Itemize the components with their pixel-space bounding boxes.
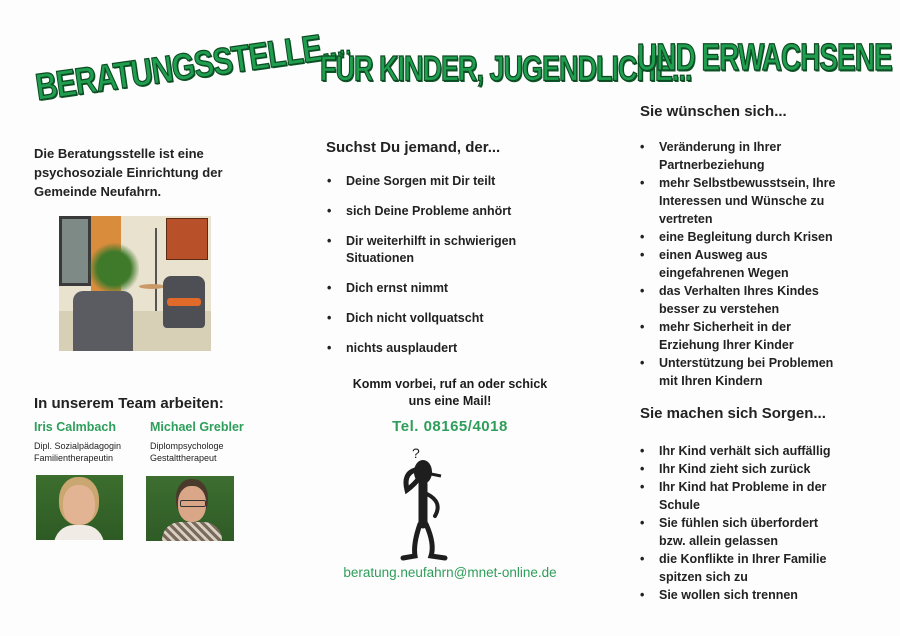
team-member	[34, 420, 144, 464]
list-item: • Ihr Kind zieht sich zurück	[640, 460, 890, 478]
list-item: • sich Deine Probleme anhört	[327, 203, 587, 220]
team-member-role: Dipl. Sozialpädagogin	[34, 441, 122, 451]
team-member	[150, 420, 260, 464]
worries-list	[640, 442, 890, 604]
list-item: • Veränderung in Ihrer Partnerbeziehung	[640, 138, 890, 174]
call-to-action: Komm vorbei, ruf an oder schick uns eine Mail!	[352, 377, 548, 408]
team-member-role: Gestalttherapeut	[150, 453, 217, 463]
title-und-erwachsene: UND ERWACHSENE	[637, 36, 892, 79]
list-item: • nichts ausplaudert	[327, 340, 587, 357]
title-fuer-kinder-jugendliche: FÜR KINDER, JUGENDLICHE...	[320, 49, 692, 89]
list-item: • die Konflikte in Ihrer Familie spitzen sich zu	[640, 550, 890, 586]
list-item: • Ihr Kind verhält sich auffällig	[640, 442, 890, 460]
worries-heading: Sie machen sich Sorgen...	[640, 405, 826, 422]
portrait-iris-calmbach	[36, 475, 123, 540]
list-item: • eine Begleitung durch Krisen	[640, 228, 890, 246]
list-item: • Sie wollen sich trennen	[640, 586, 890, 604]
team-member-name: Iris Calmbach	[34, 420, 116, 434]
team-member-name: Michael Grebler	[150, 420, 244, 434]
svg-text:?: ?	[412, 445, 420, 461]
window	[59, 216, 91, 286]
middle-heading: Suchst Du jemand, der...	[326, 139, 501, 156]
list-item: • Dich nicht vollquatscht	[327, 310, 587, 327]
intro-line: psychosoziale Einrichtung der	[34, 165, 223, 180]
list-item: • Dir weiterhilft in schwierigen Situationen	[327, 233, 587, 267]
list-item: • mehr Selbstbewusstsein, Ihre Interessen und Wünsche zu vertreten	[640, 174, 890, 228]
wishes-list	[640, 138, 890, 390]
title-beratungsstelle: BERATUNGSSTELLE...	[33, 24, 346, 109]
face	[63, 485, 95, 525]
wishes-heading: Sie wünschen sich...	[640, 103, 787, 120]
team-heading: In unserem Team arbeiten:	[34, 395, 224, 412]
list-item: • mehr Sicherheit in der Erziehung Ihrer Kinder	[640, 318, 890, 354]
list-item: • Dich ernst nimmt	[327, 280, 587, 297]
shoulders	[54, 525, 104, 540]
glasses	[180, 500, 206, 507]
list-item: • Ihr Kind hat Probleme in der Schule	[640, 478, 890, 514]
list-item: • das Verhalten Ihres Kindes besser zu verstehen	[640, 282, 890, 318]
email-link[interactable]: beratung.neufahrn@mnet-online.de	[343, 565, 557, 580]
lamp-pole	[155, 228, 157, 313]
portrait-michael-grebler	[146, 476, 234, 541]
room-photo	[59, 216, 211, 351]
team-member-role: Diplompsychologe	[150, 441, 224, 451]
table	[139, 284, 165, 289]
intro-line: Die Beratungsstelle ist eine	[34, 146, 204, 161]
phone-number[interactable]: Tel. 08165/4018	[392, 418, 508, 435]
list-item: • einen Ausweg aus eingefahrenen Wegen	[640, 246, 890, 282]
armchair-front	[73, 291, 133, 351]
plant	[89, 241, 139, 296]
painting	[166, 218, 208, 260]
list-item: • Deine Sorgen mit Dir teilt	[327, 173, 587, 190]
list-item: • Unterstützung bei Problemen mit Ihren Kindern	[640, 354, 890, 390]
orange-cushion	[167, 298, 201, 306]
intro-line: Gemeinde Neufahrn.	[34, 184, 162, 199]
intro-text	[34, 144, 274, 201]
team-member-role: Familientherapeutin	[34, 453, 114, 463]
thinking-figure-icon	[385, 444, 475, 564]
shoulders	[162, 522, 222, 541]
middle-bullet-list	[327, 173, 587, 357]
list-item: • Sie fühlen sich überfordert bzw. allein gelassen	[640, 514, 890, 550]
